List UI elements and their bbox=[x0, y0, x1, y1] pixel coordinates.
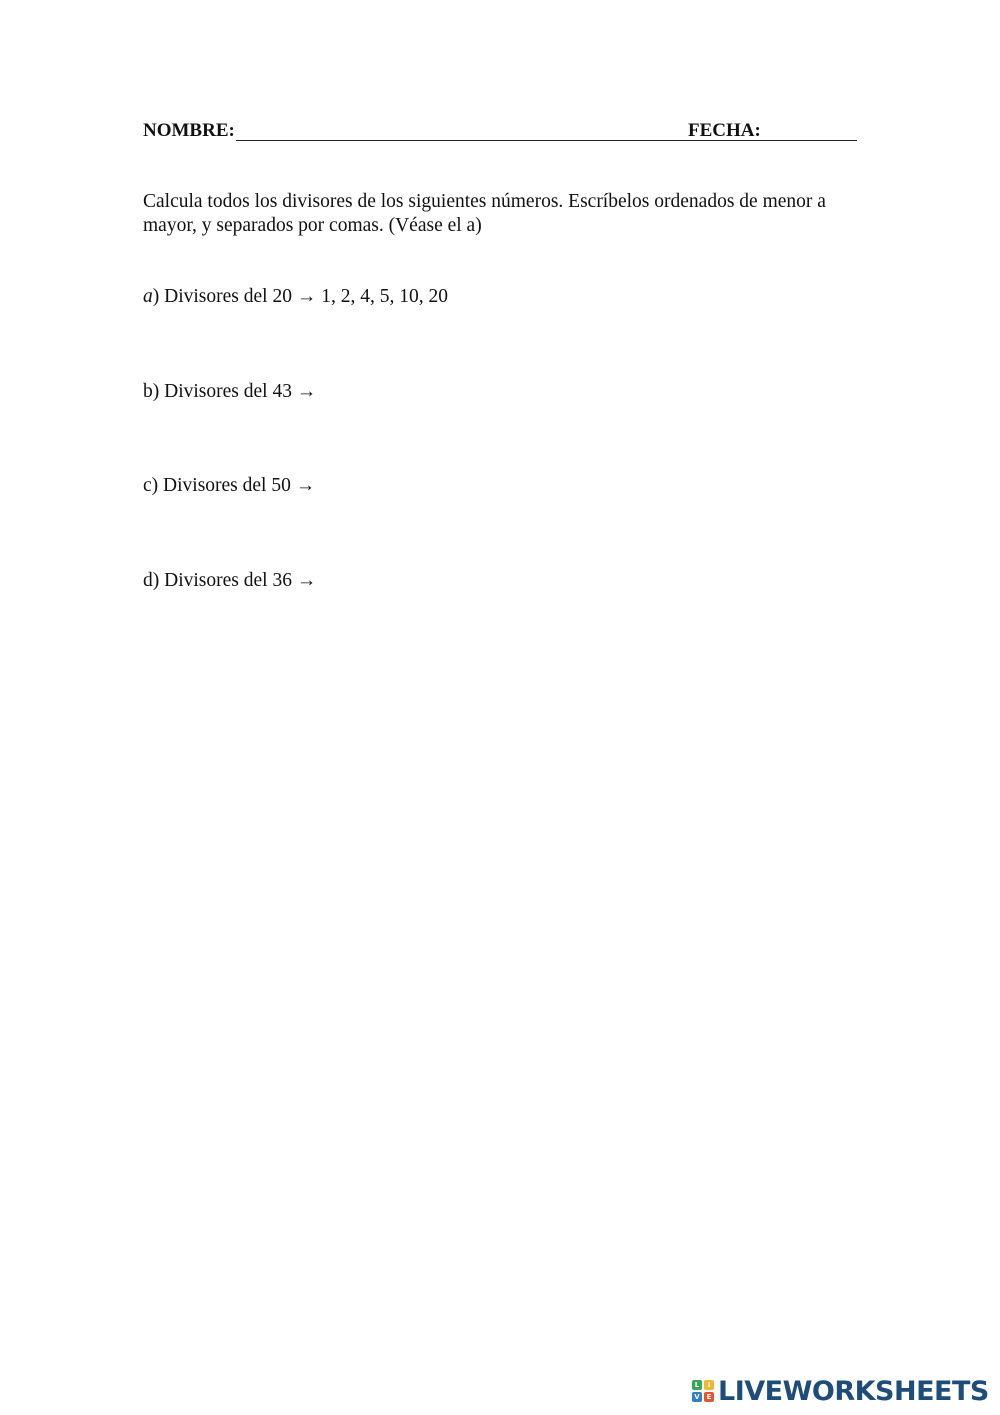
item-text: Divisores del 50 → bbox=[158, 475, 321, 496]
item-text: Divisores del 20 → bbox=[159, 286, 322, 307]
item-letter: c) bbox=[143, 475, 159, 496]
exercise-item-a bbox=[143, 285, 448, 309]
item-letter: a bbox=[143, 286, 153, 307]
liveworksheets-logo bbox=[692, 1374, 989, 1408]
logo-squares-icon bbox=[692, 1380, 714, 1402]
item-paren: ) bbox=[152, 286, 160, 307]
item-letter: d) bbox=[143, 570, 160, 591]
instructions-text: Calcula todos los divisores de los siguientes números. Escríbelos ordenados de menor a mayor, y separados por comas. (Véase el a) bbox=[143, 191, 826, 236]
exercise-item-d bbox=[143, 569, 331, 593]
date-label: FECHA: bbox=[688, 120, 761, 141]
item-text: Divisores del 43 → bbox=[159, 381, 322, 402]
logo-text: LIVEWORKSHEETS bbox=[718, 1375, 989, 1407]
item-letter: b) bbox=[143, 381, 160, 402]
logo-square: I bbox=[704, 1380, 714, 1390]
exercise-item-c bbox=[143, 474, 330, 498]
name-label: NOMBRE: bbox=[143, 120, 235, 141]
item-answer: 1, 2, 4, 5, 10, 20 bbox=[321, 286, 448, 307]
logo-square: E bbox=[704, 1392, 714, 1402]
logo-square: L bbox=[692, 1380, 702, 1390]
logo-square: V bbox=[692, 1392, 702, 1402]
header-row bbox=[143, 118, 858, 144]
date-field[interactable] bbox=[760, 140, 857, 141]
item-text: Divisores del 36 → bbox=[159, 570, 322, 591]
exercise-item-b bbox=[143, 380, 331, 404]
